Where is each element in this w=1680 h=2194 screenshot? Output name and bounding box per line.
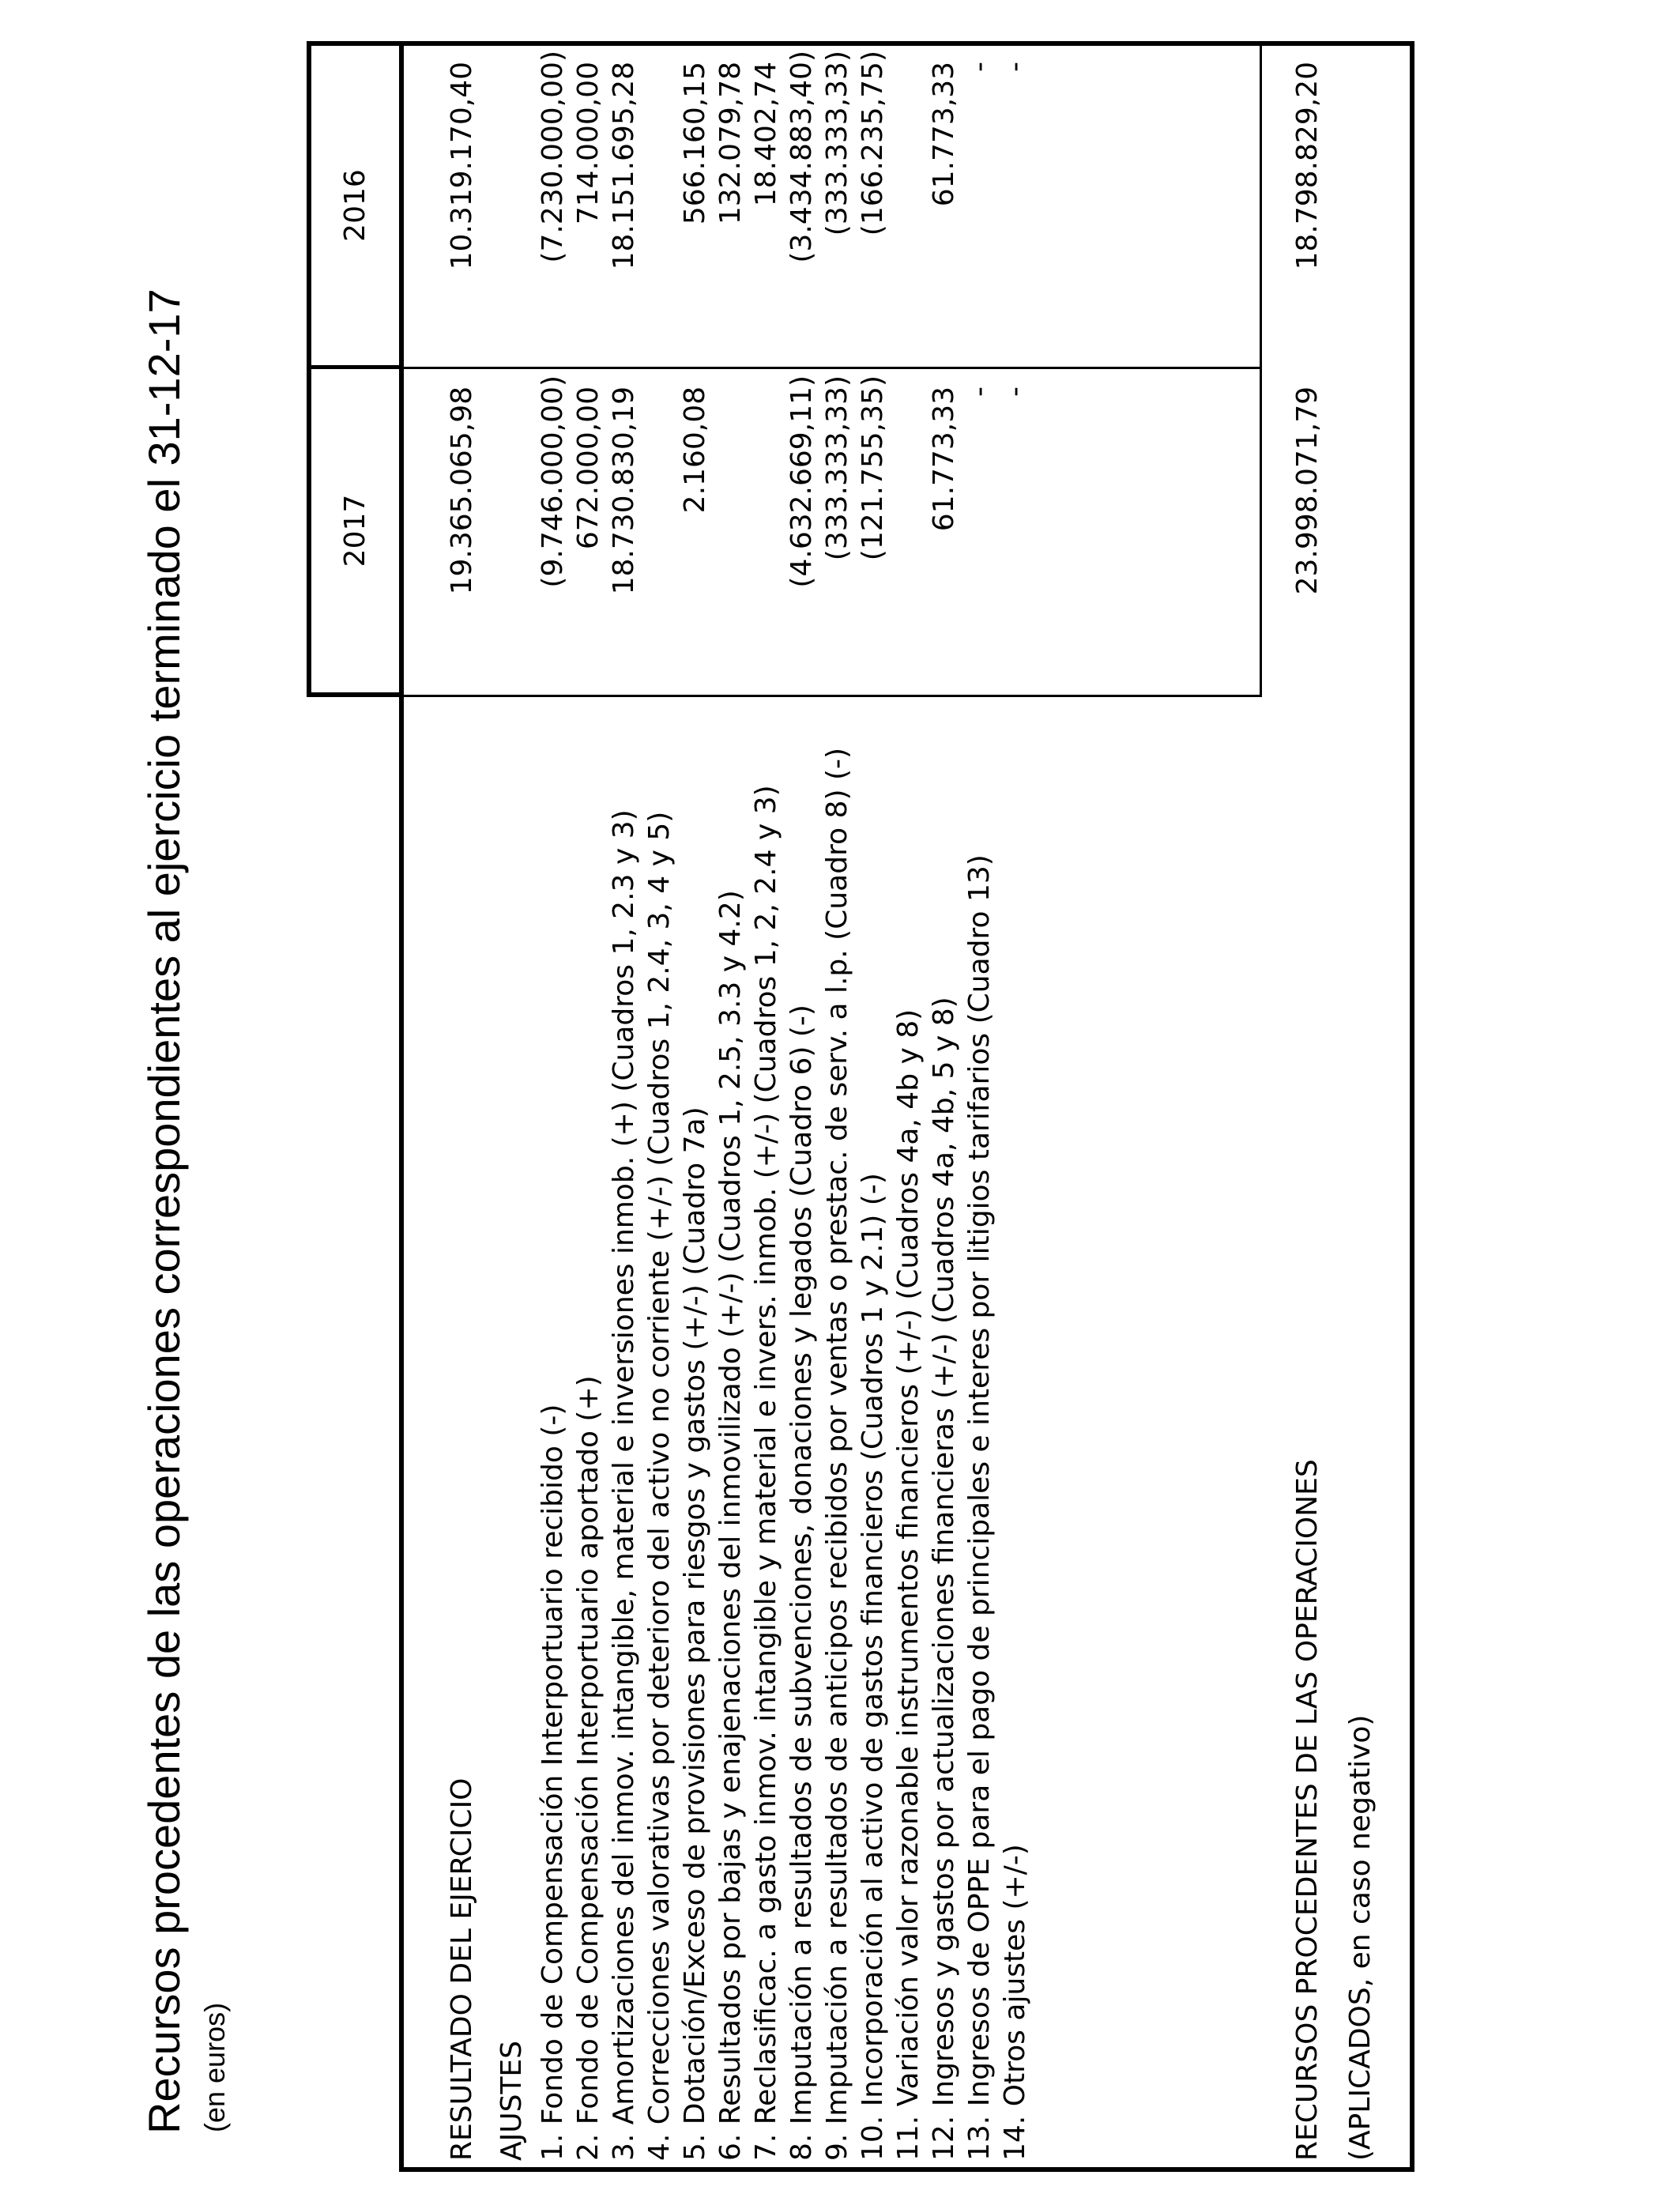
row-3 bbox=[607, 41, 642, 2172]
column-header-2017: 2017 bbox=[339, 494, 371, 567]
header-divider bbox=[311, 365, 399, 369]
row-4 bbox=[642, 41, 677, 2172]
row-label: 7. Reclasificac. a gasto inmov. intangible y material e invers. inmob. (+/-) (Cuadros 1, 2, 2.4 y 3) bbox=[750, 785, 782, 2161]
value-2016: 61.773,33 bbox=[928, 62, 960, 207]
column-header-2016: 2016 bbox=[339, 169, 371, 242]
year-header bbox=[307, 41, 404, 697]
row-total-note bbox=[1343, 41, 1378, 2172]
total-value-2017: 23.998.071,79 bbox=[1291, 386, 1324, 595]
total-value-2016: 18.798.829,20 bbox=[1291, 62, 1324, 270]
value-2016: 714.000,00 bbox=[572, 62, 605, 225]
value-2016: (166.235,75) bbox=[857, 51, 889, 236]
row-total-recursos bbox=[1290, 41, 1325, 2172]
row-label: 14. Otros ajustes (+/-) bbox=[999, 1844, 1031, 2161]
value-2017: - bbox=[999, 386, 1031, 397]
row-label: 5. Dotación/Exceso de provisiones para riesgos y gastos (+/-) (Cuadro 7a) bbox=[679, 1106, 711, 2161]
value-2017: - bbox=[963, 386, 996, 397]
row-2 bbox=[571, 41, 606, 2172]
total-label: RECURSOS PROCEDENTES DE LAS OPERACIONES bbox=[1291, 1459, 1324, 2161]
value-2016: (7.230.000,00) bbox=[537, 51, 569, 263]
value-2017: (333.333,33) bbox=[821, 375, 853, 561]
row-label: 10. Incorporación al activo de gastos financieros (Cuadros 1 y 2.1) (-) bbox=[857, 1173, 889, 2161]
row-ajustes bbox=[495, 41, 529, 2172]
value-2016: - bbox=[963, 62, 996, 72]
row-label: RESULTADO DEL EJERCICIO bbox=[446, 1777, 478, 2161]
row-9 bbox=[820, 41, 855, 2172]
row-label: 13. Ingresos de OPPE para el pago de principales e interes por litigios tarifarios (Cuadro 13) bbox=[963, 854, 996, 2161]
value-2017: 19.365.065,98 bbox=[446, 386, 478, 595]
row-13 bbox=[962, 41, 997, 2172]
value-2017: 18.730.830,19 bbox=[608, 386, 640, 595]
row-label: 8. Imputación a resultados de subvenciones, donaciones y legados (Cuadro 6) (-) bbox=[785, 1005, 818, 2161]
total-note: (APLICADOS, en caso negativo) bbox=[1344, 1714, 1377, 2161]
resources-table bbox=[399, 41, 1414, 2172]
value-2016: 10.319.170,40 bbox=[446, 62, 478, 270]
value-2017: (121.755,35) bbox=[857, 375, 889, 561]
row-14 bbox=[998, 41, 1033, 2172]
row-8 bbox=[785, 41, 819, 2172]
row-5 bbox=[678, 41, 713, 2172]
value-2016: (3.434.883,40) bbox=[785, 51, 818, 263]
values-bottom-rule bbox=[1260, 41, 1262, 697]
value-2017: (9.746.000,00) bbox=[537, 375, 569, 588]
row-resultado-del-ejercicio bbox=[445, 41, 480, 2172]
value-2016: 566.160,15 bbox=[679, 62, 711, 225]
value-2016: 18.151.695,28 bbox=[608, 62, 640, 270]
value-2017: (4.632.669,11) bbox=[785, 375, 818, 588]
page-title: Recursos procedentes de las operaciones correspondientes al ejercicio terminado el 31-12-17 bbox=[139, 288, 189, 2134]
value-2017: 61.773,33 bbox=[928, 386, 960, 532]
row-label: AJUSTES bbox=[495, 2040, 528, 2161]
row-label: 1. Fondo de Compensación Interportuario recibido (-) bbox=[537, 1404, 569, 2161]
row-6 bbox=[714, 41, 748, 2172]
value-2016: 132.079,78 bbox=[714, 62, 747, 225]
row-10 bbox=[856, 41, 891, 2172]
row-1 bbox=[536, 41, 571, 2172]
page-subtitle: (en euros) bbox=[198, 2002, 231, 2132]
row-11 bbox=[891, 41, 926, 2172]
row-label: 12. Ingresos y gastos por actualizaciones financieras (+/-) (Cuadros 4a, 4b, 5 y 8) bbox=[928, 997, 960, 2161]
value-2016: - bbox=[999, 62, 1031, 72]
value-2016: (333.333,33) bbox=[821, 51, 853, 236]
row-label: 9. Imputación a resultados de anticipos recibidos por ventas o prestac. de serv. a l.p. (Cuadro 8) (-) bbox=[821, 747, 853, 2161]
row-label: 4. Correcciones valorativas por deterioro del activo no corriente (+/-) (Cuadros 1, 2.4, 3, 4 y 5) bbox=[643, 811, 676, 2161]
row-label: 2. Fondo de Compensación Interportuario aportado (+) bbox=[572, 1375, 605, 2161]
value-2016: 18.402,74 bbox=[750, 62, 782, 207]
value-2017: 672.000,00 bbox=[572, 386, 605, 550]
row-label: 6. Resultados por bajas y enajenaciones del inmovilizado (+/-) (Cuadros 1, 2.5, 3.3 y 4.2) bbox=[714, 890, 747, 2161]
row-12 bbox=[927, 41, 962, 2172]
row-7 bbox=[749, 41, 784, 2172]
row-label: 3. Amortizaciones del inmov. intangible, material e inversiones inmob. (+) (Cuadros 1, 2.3 y 3) bbox=[608, 809, 640, 2161]
row-label: 11. Variación valor razonable instrumentos financieros (+/-) (Cuadros 4a, 4b y 8) bbox=[892, 1008, 925, 2161]
value-2017: 2.160,08 bbox=[679, 386, 711, 514]
